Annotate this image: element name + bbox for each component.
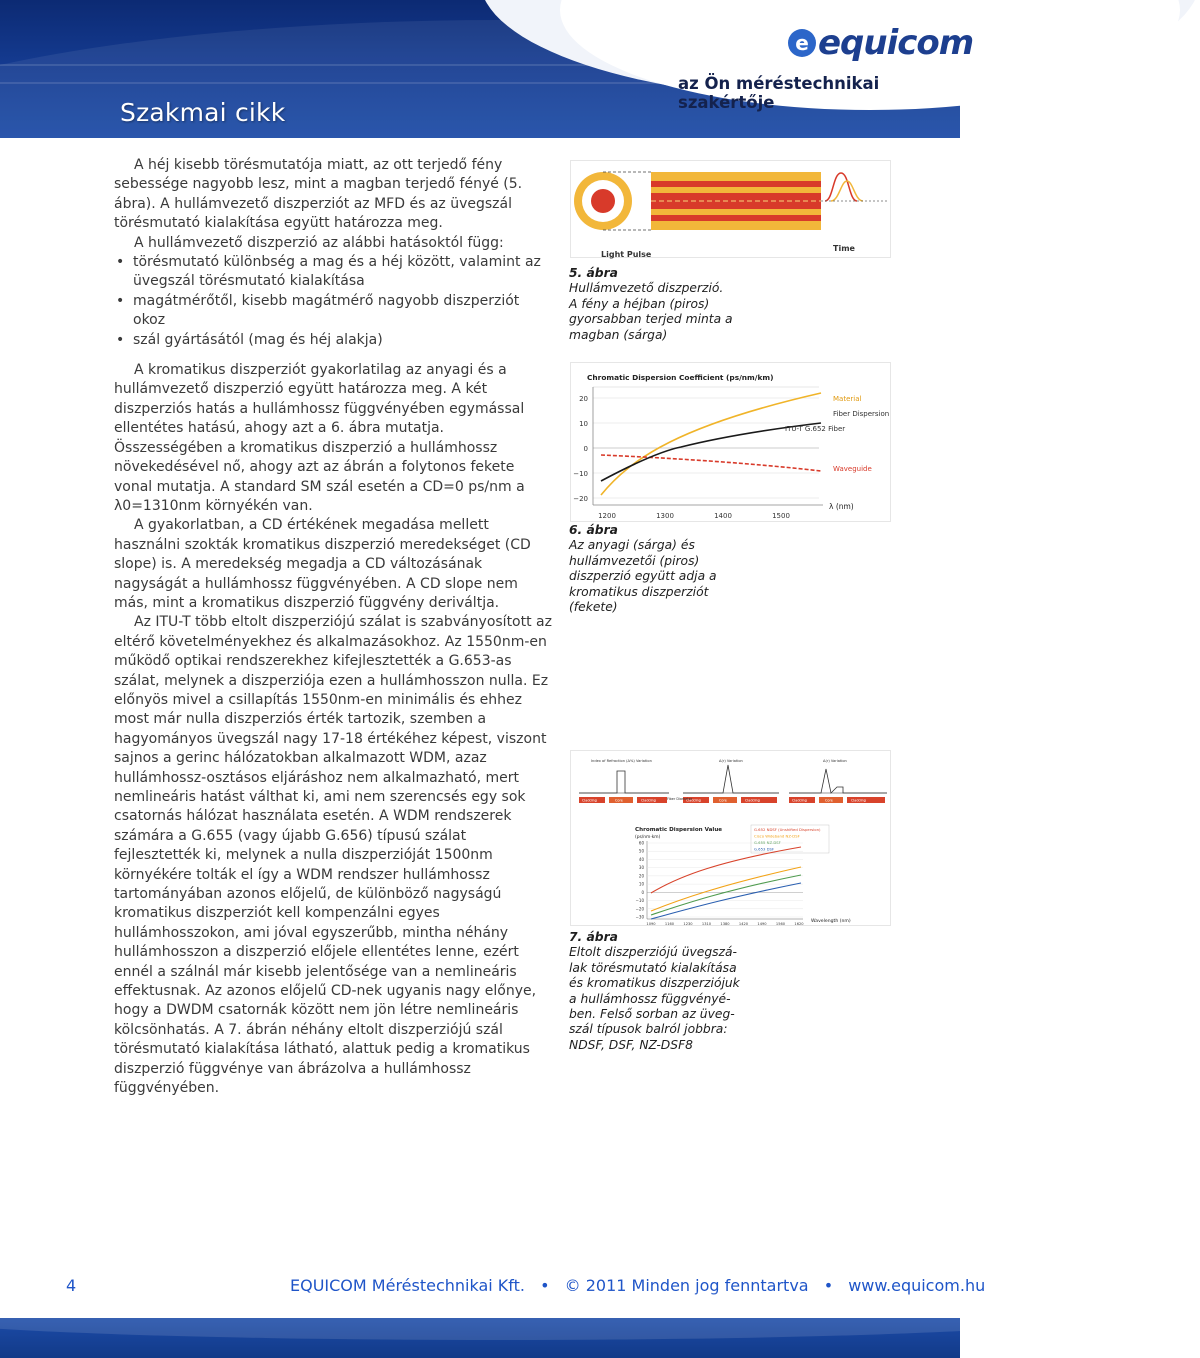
list-item: • törésmutató különbség a mag és a héj között, valamint az üvegszál törésmutató kialakítása (114, 253, 554, 292)
x-tick-label: 1400 (714, 512, 732, 520)
x-tick-label: 1620 (794, 922, 804, 926)
caption-line: 7. ábra (569, 930, 618, 944)
y-tick-labels (636, 841, 645, 920)
panel-label: Core (719, 798, 727, 803)
panel-label: Cladding (851, 798, 866, 803)
paragraph: A gyakorlatban, a CD értékének megadása mellett használni szokták kromatikus diszperzió meredekséget (CD slope) is. A meredekség megadja a CD változásának nagyságát a hullámhossz függvényében. A CD slope nem más, mint a kromatikus diszperzió függvény deriváltja. (114, 517, 531, 611)
legend-item: G.655 NZ-DSF (754, 840, 781, 845)
chart-title: Chromatic Dispersion Coefficient (ps/nm/km) (587, 373, 774, 382)
legend-item: G.652 NDSF (Unshifted Dispersion) (754, 827, 821, 832)
series-label-fiber: Fiber Dispersion (833, 410, 890, 418)
series-label-waveguide: Waveguide (833, 465, 872, 473)
figure-7-caption (569, 930, 749, 1053)
waveguide-diagram (571, 161, 892, 259)
profile-ndsf (579, 759, 669, 803)
caption-line: A fény a héjban (piros) (569, 296, 710, 311)
chart-unit: (ps/nm·km) (635, 835, 661, 840)
x-tick-label: 1230 (683, 922, 693, 926)
page-number: 4 (66, 1276, 77, 1295)
y-tick-label: 0 (583, 445, 588, 453)
footer-separator: • (823, 1276, 834, 1295)
figure-6-chart (570, 362, 891, 522)
panel-label: Cladding (582, 798, 597, 803)
caption-line: kromatikus diszperziót (569, 584, 709, 599)
y-tick-label: −20 (635, 906, 644, 912)
logo-text: equicom (818, 23, 974, 63)
gridlines (647, 843, 803, 917)
y-tick-label: 10 (638, 881, 644, 887)
axis-label: Fiber Diameter (667, 797, 693, 801)
series-label-itu: ITU-T G.652 Fiber (785, 425, 846, 433)
panel-label: Cladding (792, 798, 807, 803)
figure-5-image (570, 160, 891, 258)
caption-line: 5. ábra (569, 266, 618, 280)
time-label: Time (833, 244, 855, 253)
profile-label: Δ(r) Variation (823, 759, 847, 763)
profile-label: Index of Refraction (Δ%) Variation (591, 759, 652, 763)
figure-6-caption (569, 523, 749, 615)
curve-wideband-nzdsf (651, 867, 801, 911)
x-tick-labels (646, 922, 804, 926)
x-tick-label: 1490 (757, 922, 767, 926)
panel-label: Cladding (745, 798, 760, 803)
footer-copyright: © 2011 Minden jog fenntartva (564, 1276, 809, 1295)
profile-line (579, 771, 669, 793)
footer-band (0, 1318, 960, 1358)
caption-line: ben. Felső sorban az üveg- (569, 1007, 735, 1022)
figure-5-caption (569, 266, 749, 343)
list-item: • magátmérőtől, kisebb magátmérő nagyobb diszperziót okoz (114, 292, 554, 331)
x-tick-label: 1300 (656, 512, 674, 520)
caption-line: és kromatikus diszperziójuk (569, 976, 740, 991)
panel-label: Core (615, 798, 623, 803)
fiber-core (591, 189, 615, 213)
profile-line (683, 765, 779, 793)
y-tick-label: 50 (638, 848, 644, 854)
caption-line: Az anyagi (sárga) és (569, 538, 695, 553)
x-tick-label: 1310 (701, 922, 712, 926)
caption-line: Hullámvezető diszperzió. (569, 281, 724, 296)
profile-nzdsf (789, 759, 887, 803)
profile-line (789, 769, 887, 793)
x-tick-label: 1090 (646, 922, 656, 926)
cladding-band (651, 215, 821, 221)
panel-label: Cladding (686, 798, 701, 803)
y-tick-label: −10 (635, 898, 644, 904)
material-curve (601, 393, 821, 495)
tagline: az Ön méréstechnikai szakértője (678, 74, 880, 112)
caption-line: Eltolt diszperziójú üvegszá- (569, 945, 737, 960)
y-tick-label: 0 (641, 889, 644, 895)
footer-separator: • (540, 1276, 550, 1295)
profile-dsf (667, 759, 779, 803)
x-tick-label: 1200 (598, 512, 616, 520)
axis-label-lambda: λ (nm) (829, 502, 854, 511)
caption-line: diszperzió együtt adja a (569, 569, 717, 584)
x-tick-label: 1380 (720, 922, 730, 926)
footer-company: EQUICOM Méréstechnikai Kft. (290, 1276, 526, 1295)
legend-item: G.653 DSF (754, 846, 775, 852)
panel-label: Core (825, 798, 833, 803)
bullet-list (114, 253, 554, 350)
series-label-material: Material (833, 395, 862, 403)
footer-swoosh (0, 1290, 1100, 1340)
y-tick-label: 30 (638, 865, 644, 871)
logo-mark: e (788, 29, 816, 57)
figure-7-image (570, 750, 891, 926)
caption-line: (fekete) (569, 600, 618, 615)
panel-label: Cladding (641, 798, 656, 803)
cladding-band (651, 181, 821, 187)
legend-item: Cisco Wideband NZ-DSF (754, 833, 800, 839)
y-tick-label: −30 (635, 914, 644, 920)
article-body (114, 156, 554, 1099)
section-title: Szakmai cikk (120, 98, 286, 127)
profile-label: Δ(r) Variation (719, 759, 743, 763)
caption-line: a hullámhossz függvényé- (569, 991, 731, 1006)
y-tick-label: −20 (573, 495, 588, 503)
caption-line: gyorsabban terjed minta a (569, 312, 733, 327)
y-tick-label: −10 (573, 470, 588, 478)
y-tick-label: 60 (638, 840, 644, 846)
x-tick-label: 1500 (772, 512, 790, 520)
paragraph: A kromatikus diszperziót gyakorlatilag az anyagi és a hullámvezető diszperzió együtt határozza meg. A két diszperziós hatás a hullámhossz függvényében egymással ellentétes hatású, ahogy azt a 6. ábra mutatja. Összességében a kromatikus diszperzió a hullámhossz növekedésével nő, ahogy azt az ábrán a folytonos fekete vonal mutatja. A standard SM szál esetén a CD=0 ps/nm a λ0=1310nm környékén van. (114, 362, 525, 514)
caption-line: lak törésmutató kialakítása (569, 960, 737, 975)
paragraph: A hullámvezető diszperzió az alábbi hatásoktól függ: (134, 234, 504, 251)
y-tick-label: 40 (638, 856, 644, 862)
x-tick-label: 1560 (775, 922, 786, 926)
caption-line: 6. ábra (569, 523, 618, 537)
pulse-label: Light Pulse (601, 250, 652, 259)
caption-line: hullámvezetői (piros) (569, 553, 700, 568)
pulse-yellow (831, 181, 863, 201)
paragraph: A héj kisebb törésmutatója miatt, az ott terjedő fény sebessége nagyobb lesz, mint a magban terjedő fényé (5. ábra). A hullámvezető diszperziót az MFD és az üvegszál törésmutató kialakítása együtt határozza meg. (114, 157, 523, 232)
y-tick-label: 20 (579, 395, 588, 403)
footer-url-link[interactable]: www.equicom.hu (848, 1276, 986, 1295)
caption-line: szál típusok balról jobbra: (569, 1022, 728, 1037)
list-item: • szál gyártásától (mag és héj alakja) (114, 331, 554, 350)
y-tick-label: 20 (638, 873, 644, 879)
paragraph: Az ITU-T több eltolt diszperziójú szálat is szabványosított az eltérő követelményekhez és alkalmazásokhoz. Az 1550nm-en működő optikai rendszerekhez kifejlesztették a G.653-as szálat, melynek a diszperziója ezen a hullámhosszon nulla. Ez előnyös mivel a csillapítás 1550nm-en minimális és ehhez most már nulla diszperziós érték tartozik, szemben a hagyományos üvegszál nagy 17-18 értékéhez képest, viszont sajnos a gerinc hálózatokban alkalmazott WDM, azaz hullámhossz-osztásos eljáráshoz nem alkalmazható, mert nemlineáris hatást válthat ki, ami nem szerencsés egy sok csatornás hálózat használata esetén. A WDM rendszerek számára a G.655 (vagy újabb G.656) típusú szálat fejlesztették ki, melynek a nulla diszperzióját 1500nm környékére tolták el így a WDM rendszer hullámhossz tartományában azonos előjelű, de különböző nagyságú kromatikus diszperziót kell kompenzálni egyes hullámhosszokon, ami jóval egyszerűbb, mintha néhány hullámhosszon a diszperzió előjele ellentétes lenne, ezért ennél a szálnál már kisebb jelentősége van a nemlineáris effektusnak. Az azonos előjelű CD-nek ugyanis nagy előnye, hogy a DWDM csatornák között nem jön létre nemlineáris kölcsönhatás. A 7. ábrán néhány eltolt diszperziójú szál törésmutató kialakítása látható, alattuk pedig a kromatikus diszperzió függvénye van ábrázolva a hullámhossz függvényében. (114, 614, 552, 1097)
dispersion-chart (571, 363, 892, 523)
caption-line: magban (sárga) (569, 327, 668, 342)
x-tick-label: 1160 (664, 922, 675, 926)
curve-dsf (651, 883, 801, 919)
company-logo[interactable] (788, 22, 973, 64)
chart-title: Chromatic Dispersion Value (635, 827, 723, 833)
caption-line: NDSF, DSF, NZ-DSF8 (569, 1037, 693, 1052)
x-axis-label: Wavelength (nm) (811, 919, 851, 924)
y-tick-label: 10 (579, 420, 588, 428)
page-header (0, 0, 974, 138)
shifted-fiber-diagram (571, 751, 892, 927)
x-tick-label: 1420 (738, 922, 749, 926)
